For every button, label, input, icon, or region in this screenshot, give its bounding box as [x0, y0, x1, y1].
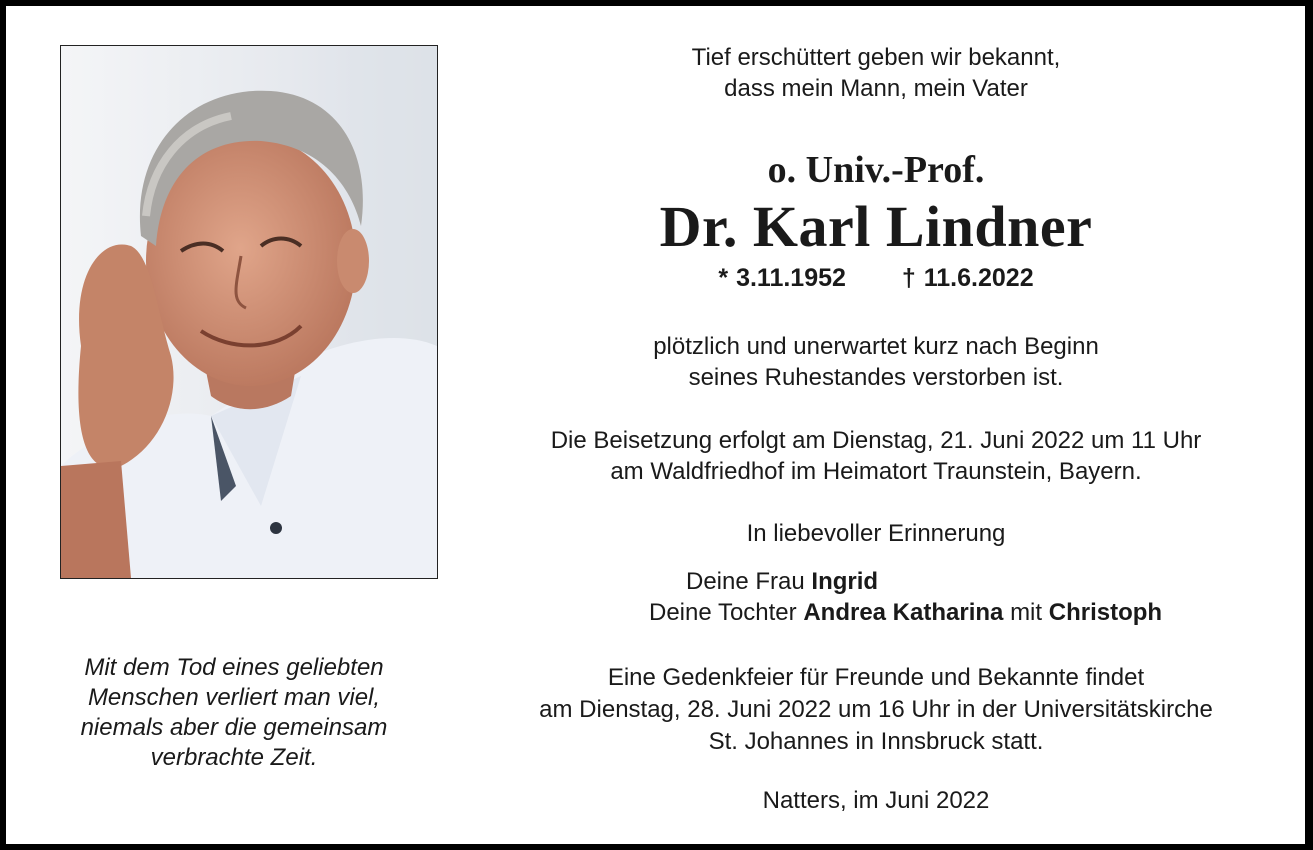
memorial-line: Eine Gedenkfeier für Freunde und Bekannte findet: [607, 664, 1145, 691]
daughter-name: Andrea Katharina: [803, 599, 1004, 626]
family-connector: mit: [1010, 599, 1043, 626]
funeral-line: am Waldfriedhof im Heimatort Traunstein, Bayern.: [610, 458, 1142, 485]
passing-line: seines Ruhestandes verstorben ist.: [688, 364, 1064, 391]
quote-line: Menschen verliert man viel,: [87, 684, 381, 711]
quote-line: verbrachte Zeit.: [150, 744, 318, 771]
family-daughter: [649, 597, 1162, 628]
life-dates: [466, 262, 1286, 294]
family-wife: [686, 566, 878, 597]
quote-line: Mit dem Tod eines geliebten: [84, 654, 384, 681]
portrait-photo: [60, 45, 438, 579]
portrait-illustration: [61, 46, 437, 578]
intro-text: [466, 42, 1286, 104]
quote-line: niemals aber die gemeinsam: [80, 714, 388, 741]
remembrance-text: In liebevoller Erinnerung: [746, 520, 1006, 547]
obituary-card: [6, 6, 1305, 844]
passing-text: [466, 331, 1286, 393]
death-date: † 11.6.2022: [901, 264, 1034, 292]
memorial-service-text: [466, 662, 1286, 758]
passing-line: plötzlich und unerwartet kurz nach Beginn: [653, 333, 1099, 360]
deceased-name: Dr. Karl Lindner: [659, 194, 1093, 259]
partner-name: Christoph: [1048, 599, 1163, 626]
daughter-prefix: Deine Tochter: [649, 599, 797, 626]
wife-prefix: Deine Frau: [686, 568, 805, 595]
birth-date: * 3.11.1952: [718, 264, 846, 292]
intro-line: dass mein Mann, mein Vater: [724, 75, 1028, 102]
memorial-line: St. Johannes in Innsbruck statt.: [708, 728, 1044, 755]
wife-name: Ingrid: [811, 568, 879, 595]
funeral-text: [466, 425, 1286, 487]
memorial-line: am Dienstag, 28. Juni 2022 um 16 Uhr in der Universitätskirche: [539, 696, 1213, 723]
memorial-quote: [26, 653, 442, 773]
funeral-line: Die Beisetzung erfolgt am Dienstag, 21. Juni 2022 um 11 Uhr: [550, 427, 1202, 454]
place-date: Natters, im Juni 2022: [762, 787, 990, 814]
academic-title: o. Univ.-Prof.: [767, 149, 985, 191]
intro-line: Tief erschüttert geben wir bekannt,: [691, 44, 1061, 71]
